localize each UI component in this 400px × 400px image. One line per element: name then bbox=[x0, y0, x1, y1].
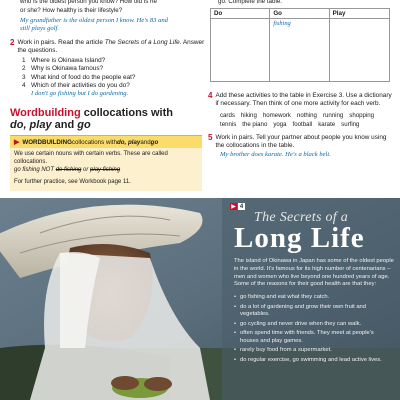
exercise-2-text-2: . Answer the questions. bbox=[17, 39, 205, 54]
activity-word: running bbox=[322, 112, 344, 119]
list-item: • go fishing and eat what they catch. bbox=[234, 294, 330, 301]
activity-word: shopping bbox=[349, 112, 375, 119]
activity-word: football bbox=[292, 121, 313, 128]
article-intro: The island of Okinawa in Japan has some of the oldest people in the world. It's famous for its high number of centenarians – men and women who live beyond one hundred years of age. Some of the reasons for their good health are that they: bbox=[234, 258, 394, 288]
list-item: • rarely buy food from a supermarket. bbox=[234, 347, 332, 354]
article-title: Long Life bbox=[234, 222, 365, 254]
activity-word-list bbox=[220, 111, 380, 129]
exercise-4-number: 4 bbox=[208, 91, 213, 100]
question-item: 2 Why is Okinawa famous? bbox=[22, 65, 104, 73]
activity-word: hiking bbox=[240, 112, 257, 119]
exercise-1-continuation bbox=[10, 0, 205, 33]
table-header-do: Do bbox=[211, 9, 269, 19]
activity-word: tennis bbox=[220, 121, 237, 128]
exercise-2-article-ref: The Secrets of a Long Life bbox=[104, 39, 180, 46]
activity-word: surfing bbox=[341, 121, 360, 128]
wordbuilding-example: go fishing NOT do fishing or play fishing bbox=[14, 167, 121, 174]
question-item: 1 Where is Okinawa Island? bbox=[22, 57, 106, 64]
textbook-page bbox=[0, 0, 400, 198]
activity-word: homework bbox=[262, 112, 291, 119]
wordbuilding-box bbox=[10, 135, 202, 190]
play-triangle-icon: ▶ bbox=[231, 204, 236, 210]
activity-word: karate bbox=[318, 121, 336, 128]
workbook-reference: For further practice, see Workbook page 11. bbox=[14, 178, 131, 185]
article-tag-number: 4 bbox=[239, 203, 244, 210]
exercise-1-answer-2: still plays golf. bbox=[20, 25, 60, 32]
exercise-5-number: 5 bbox=[208, 133, 213, 142]
exercise-5-text: Work in pairs. Tell your partner about people you know using the collocations in the table. bbox=[215, 134, 387, 149]
activity-word: yoga bbox=[273, 121, 287, 128]
exercise-4-text: Add these activities to the table in Exercise 3. Use a dictionary if necessary. Then think of one more activity for each verb. bbox=[215, 92, 392, 107]
table-entry-fishing: fishing bbox=[273, 20, 291, 27]
list-item: • go cycling and never drive when they can walk. bbox=[234, 320, 362, 327]
table-column-go bbox=[270, 9, 329, 81]
list-item: • often spend time with friends. They meet at people's houses and play games. bbox=[234, 330, 374, 344]
exercise-5 bbox=[208, 134, 394, 150]
exercise-4 bbox=[208, 92, 394, 108]
table-column-play bbox=[330, 9, 389, 81]
wordbuilding-explanation-2: collocations. bbox=[14, 158, 48, 165]
arrow-right-icon: ▶ bbox=[14, 139, 20, 147]
exercise-2-answer: I don't go fishing but I do gardening. bbox=[31, 90, 129, 98]
list-item: • do a lot of gardening and grow their own fruit and vegetables. bbox=[234, 303, 367, 318]
left-column bbox=[10, 0, 205, 191]
table-header-play: Play bbox=[330, 9, 389, 19]
wordbuilding-explanation: We use certain nouns with certain verbs. These are called bbox=[14, 151, 168, 158]
table-header-go: Go bbox=[270, 9, 328, 19]
exercise-2-number: 2 bbox=[10, 38, 15, 47]
wordbuilding-box-body bbox=[10, 148, 202, 190]
article-tag bbox=[230, 203, 245, 210]
exercise-1-text: who is the oldest person you know? How old is he bbox=[20, 0, 157, 5]
question-list bbox=[10, 57, 205, 98]
question-item: 4 Which of their activities do you do? bbox=[22, 81, 130, 89]
exercise-1-text-2: or she? How healthy is their lifestyle? bbox=[20, 7, 123, 14]
exercise-2-text-1: Work in pairs. Read the article bbox=[17, 39, 103, 46]
table-column-do bbox=[211, 9, 270, 81]
question-item: 3 What kind of food do the people eat? bbox=[22, 73, 136, 81]
exercise-5-answer: My brother does karate. He's a black belt. bbox=[220, 151, 331, 158]
exercise-2 bbox=[10, 39, 205, 98]
collocation-table bbox=[210, 8, 390, 82]
article-bullet-list bbox=[234, 294, 394, 364]
activity-word: the piano bbox=[242, 121, 268, 128]
wordbuilding-box-header: ▶ WORDBUILDING collocations with do, play and go bbox=[10, 136, 202, 148]
right-column bbox=[208, 0, 394, 159]
article-body bbox=[234, 258, 394, 366]
article-subtitle: The Secrets of a bbox=[254, 210, 349, 225]
list-item: • do regular exercise, go swimming and lead active lives. bbox=[234, 356, 382, 363]
activity-word: cards bbox=[220, 112, 235, 119]
exercise-3-instruction: go. Complete the table. bbox=[218, 0, 282, 5]
wordbuilding-heading: Wordbuilding collocations with do, play and go bbox=[10, 107, 173, 132]
exercise-1-answer-1: My grandfather is the oldest person I know. He's 83 and bbox=[20, 17, 168, 24]
activity-word: nothing bbox=[296, 112, 317, 119]
